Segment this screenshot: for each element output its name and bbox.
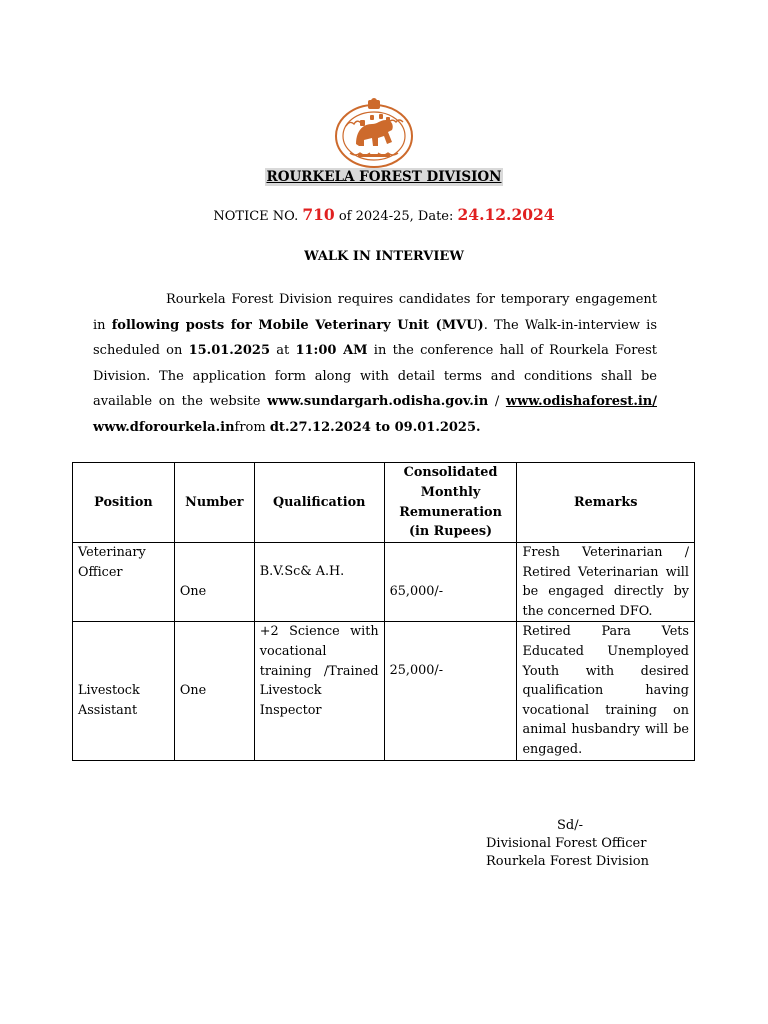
table-row — [73, 543, 695, 622]
website-dforourkela[interactable]: www.dforourkela.in — [93, 419, 235, 435]
body-paragraph — [93, 287, 657, 440]
body-text-2: . The Walk-in-interview is scheduled on — [93, 317, 658, 358]
division-heading-container — [0, 166, 768, 185]
cell-remarks: Retired Para Vets Educated Unemployed Youth with desired qualification having vocational training on animal husbandry will be engaged. — [517, 622, 695, 760]
header-remarks: Remarks — [517, 463, 695, 543]
cell-number: One — [174, 543, 254, 622]
cell-qualification: +2 Science with vocational training /Trained Livestock Inspector — [254, 622, 384, 760]
body-text-1: Rourkela Forest Division requires candidates for temporary engagement in — [93, 292, 657, 333]
signature-designation: Divisional Forest Officer — [486, 836, 647, 851]
notice-prefix: NOTICE NO. — [213, 209, 299, 224]
interview-time: 11:00 AM — [295, 343, 368, 358]
cell-remuneration: 65,000/- — [384, 543, 517, 622]
cell-remarks: Fresh Veterinarian / Retired Veterinarian will be engaged directly by the concerned DFO. — [517, 543, 695, 622]
table-row — [73, 622, 695, 760]
body-text-5: / — [488, 394, 506, 409]
cell-position: Veterinary Officer — [73, 543, 175, 622]
interview-date: 15.01.2025 — [188, 343, 270, 358]
signature-block — [486, 817, 649, 871]
header-remuneration: Consolidated Monthly Remuneration (in Rupees) — [384, 463, 517, 543]
cell-remuneration: 25,000/- — [384, 622, 517, 760]
body-text-7: from — [234, 419, 270, 435]
cell-position: Livestock Assistant — [73, 622, 175, 760]
body-text-4: in the conference hall of Rourkela Forest Division. The application form along with detail terms and conditions shall be available on the website — [93, 343, 658, 409]
subject-title: WALK IN INTERVIEW — [304, 249, 464, 264]
notice-number: 710 — [302, 205, 335, 224]
header-position: Position — [73, 463, 175, 543]
body-text-3: at — [270, 343, 296, 358]
body-bold-posts: following posts for Mobile Veterinary Unit (MVU) — [111, 317, 484, 333]
signature-office: Rourkela Forest Division — [486, 854, 649, 869]
notice-middle: of 2024-25, Date: — [338, 209, 454, 224]
notice-line — [0, 205, 768, 224]
website-odishaforest-link[interactable]: www.odishaforest.in/ — [505, 394, 657, 409]
signature-sd: Sd/- — [557, 818, 583, 833]
division-heading: ROURKELA FOREST DIVISION — [266, 169, 502, 185]
cell-number: One — [174, 622, 254, 760]
posts-table — [72, 462, 695, 761]
odisha-government-emblem-icon — [332, 98, 416, 168]
header-qualification: Qualification — [254, 463, 384, 543]
table-header-row — [73, 463, 695, 543]
header-number: Number — [174, 463, 254, 543]
notice-date: 24.12.2024 — [457, 205, 555, 224]
website-sundargarh[interactable]: www.sundargarh.odisha.gov.in — [267, 394, 489, 409]
cell-qualification: B.V.Sc& A.H. — [254, 543, 384, 622]
application-period: dt.27.12.2024 to 09.01.2025. — [269, 419, 481, 435]
